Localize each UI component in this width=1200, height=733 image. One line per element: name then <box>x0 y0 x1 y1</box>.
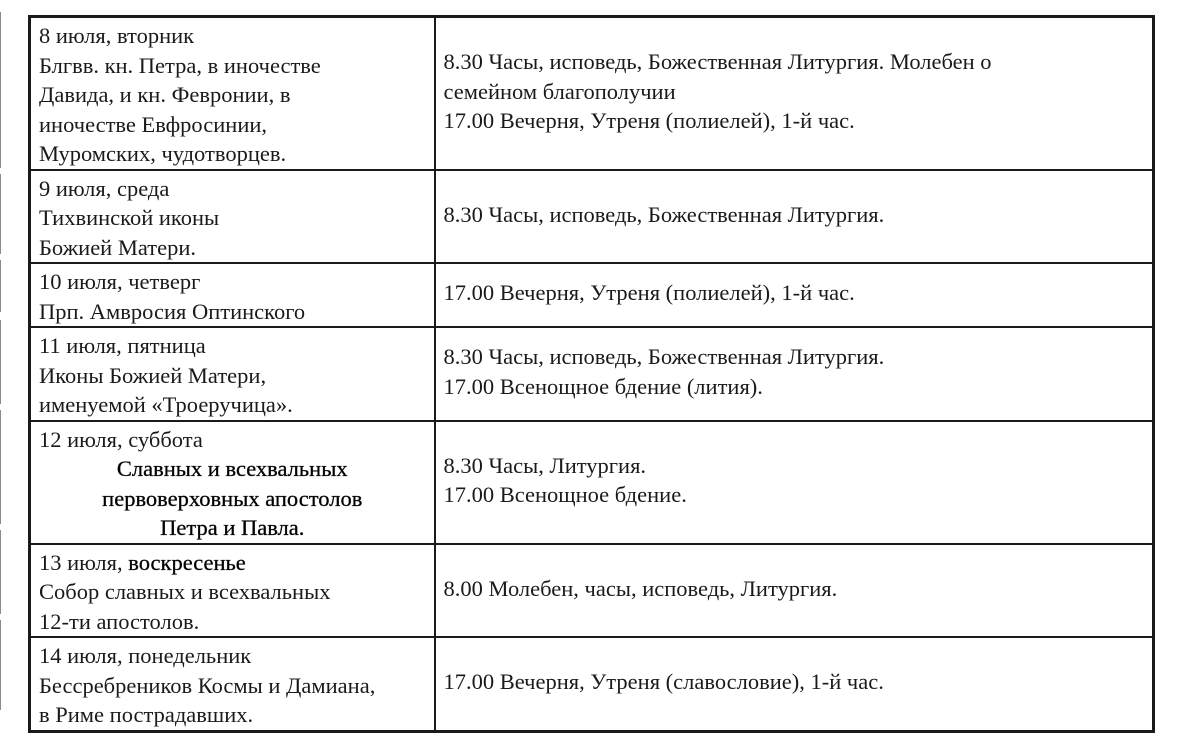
saint-line: Прп. Амвросия Оптинского <box>39 298 306 324</box>
saint-line: Иконы Божией Матери, <box>39 362 267 388</box>
service-line: 8.00 Молебен, часы, исповедь, Литургия. <box>443 575 838 601</box>
service-cell <box>435 421 1154 544</box>
service-line: 8.30 Часы, Литургия. <box>443 452 647 478</box>
day-cell <box>30 421 435 544</box>
service-line: 17.00 Вечерня, Утреня (полиелей), 1-й час. <box>443 108 855 133</box>
saint-line: иночестве Евфросинии, <box>39 111 268 137</box>
service-schedule-table <box>28 15 1155 733</box>
edge-segment <box>0 174 4 254</box>
edge-segment <box>0 260 4 312</box>
saint-line: Собор славных и всехвальных <box>39 579 331 604</box>
table-row <box>30 263 1154 327</box>
saint-line: Блгвв. кн. Петра, в иночестве <box>39 52 321 78</box>
edge-segment <box>0 320 4 404</box>
day-date: 9 июля, среда <box>39 175 170 201</box>
service-cell <box>435 544 1154 638</box>
service-line: 8.30 Часы, исповедь, Божественная Литургия. Молебен о <box>443 49 992 74</box>
saint-line: 12-ти апостолов. <box>39 608 200 634</box>
feast-line: первоверховных апостолов <box>102 485 363 511</box>
day-cell <box>30 263 435 327</box>
day-date: 12 июля, суббота <box>39 426 203 452</box>
day-cell <box>30 327 435 421</box>
table-row <box>30 327 1154 421</box>
day-date: 10 июля, четверг <box>39 269 201 294</box>
saint-line: в Риме пострадавших. <box>39 702 254 727</box>
day-date-prefix: 13 июля, <box>39 549 129 575</box>
day-cell <box>30 637 435 731</box>
day-date: 14 июля, понедельник <box>39 643 252 668</box>
day-date: 11 июля, пятница <box>39 333 206 358</box>
left-page-edge <box>0 0 4 723</box>
day-date: 8 июля, вторник <box>39 23 195 48</box>
day-cell <box>30 170 435 264</box>
service-line: 17.00 Всенощное бдение (лития). <box>443 373 763 399</box>
edge-segment <box>0 530 4 614</box>
day-cell <box>30 17 435 170</box>
service-cell <box>435 17 1154 170</box>
service-cell <box>435 170 1154 264</box>
service-line: 17.00 Вечерня, Утреня (полиелей), 1-й час. <box>443 280 855 306</box>
day-of-week: воскресенье <box>128 549 246 575</box>
feast-line: Славных и всехвальных <box>116 456 348 481</box>
day-date <box>39 548 426 578</box>
table-row <box>30 421 1154 544</box>
service-cell <box>435 263 1154 327</box>
service-line: семейном благополучии <box>443 78 676 104</box>
saint-line: Давида, и кн. Февронии, в <box>39 82 291 107</box>
service-line: 17.00 Вечерня, Утреня (славословие), 1-й час. <box>443 669 884 694</box>
table-row <box>30 170 1154 264</box>
service-cell <box>435 327 1154 421</box>
table-row <box>30 17 1154 170</box>
edge-segment <box>0 410 4 524</box>
saint-line: Тихвинской иконы <box>39 205 220 230</box>
saint-line: Муромских, чудотворцев. <box>39 141 287 166</box>
edge-segment <box>0 620 4 710</box>
service-line: 8.30 Часы, исповедь, Божественная Литургия. <box>443 344 885 370</box>
service-line: 17.00 Всенощное бдение. <box>443 482 687 507</box>
table-row <box>30 544 1154 638</box>
edge-segment <box>0 12 4 168</box>
feast-line: Петра и Павла. <box>160 515 305 540</box>
day-cell <box>30 544 435 638</box>
service-cell <box>435 637 1154 731</box>
table-row <box>30 637 1154 731</box>
service-line: 8.30 Часы, исповедь, Божественная Литургия. <box>443 201 885 227</box>
saint-line: Божией Матери. <box>39 234 196 260</box>
saint-line: именуемой «Троеручица». <box>39 392 293 417</box>
saint-line: Бессребреников Космы и Дамиана, <box>39 672 376 698</box>
